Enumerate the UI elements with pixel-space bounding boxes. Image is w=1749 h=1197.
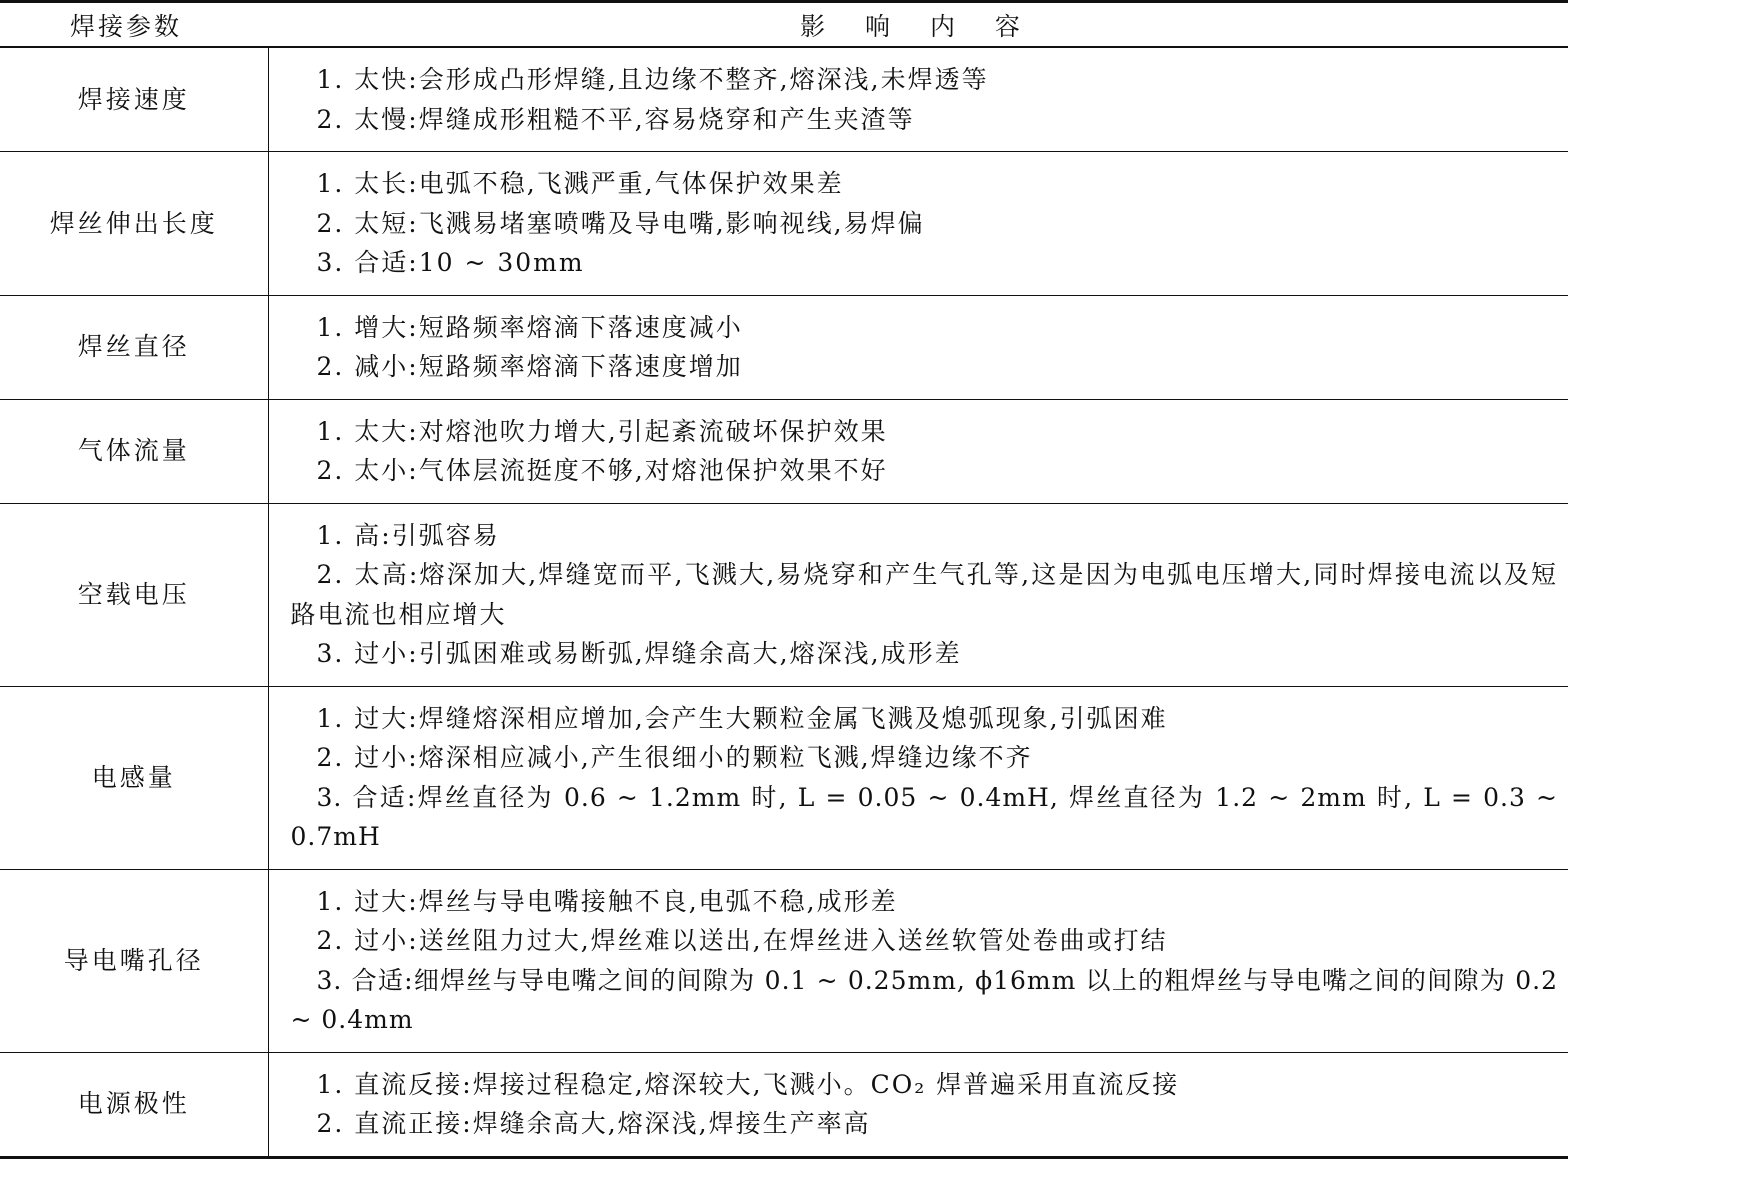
- table-body: [0, 47, 1568, 1157]
- table-row-wire-diameter: [0, 295, 1568, 399]
- table-row-gas-flow: [0, 399, 1568, 503]
- param-cell: 焊丝伸出长度: [0, 152, 268, 296]
- effect-line: 1. 高:引弧容易: [316, 520, 500, 550]
- param-cell: 焊丝直径: [0, 295, 268, 399]
- effect-cell: [268, 869, 1568, 1052]
- effect-line: 1. 太大:对熔池吹力增大,引起紊流破坏保护效果: [316, 416, 888, 446]
- effect-line: 1. 增大:短路频率熔滴下落速度减小: [316, 312, 743, 342]
- effect-cell: [268, 1052, 1568, 1157]
- effect-cell: [268, 503, 1568, 686]
- effect-line: 1. 太快:会形成凸形焊缝,且边缘不整齐,熔深浅,未焊透等: [316, 65, 989, 94]
- effect-line: 1. 太长:电弧不稳,飞溅严重,气体保护效果差: [316, 169, 844, 198]
- table-row-welding-speed: [0, 47, 1568, 152]
- effect-line: 2. 太高:熔深加大,焊缝宽而平,飞溅大,易烧穿和产生气孔等,这是因为电弧电压增大,同时焊接电流以及短路电流也相应增大: [290, 560, 1558, 629]
- param-cell: 电源极性: [0, 1052, 268, 1157]
- effect-line: 3. 合适:细焊丝与导电嘴之间的间隙为 0.1 ~ 0.25mm, ϕ16mm 以上的粗焊丝与导电嘴之间的间隙为 0.2 ~ 0.4mm: [290, 965, 1558, 1034]
- table-header: [0, 2, 1568, 48]
- header-effect: 影 响 内 容: [268, 2, 1568, 48]
- header-parameter: 焊接参数: [0, 2, 268, 48]
- effect-line: 2. 太小:气体层流挺度不够,对熔池保护效果不好: [316, 456, 888, 485]
- effect-line: 2. 太短:飞溅易堵塞喷嘴及导电嘴,影响视线,易焊偏: [316, 208, 925, 238]
- effect-line: 2. 过小:送丝阻力过大,焊丝难以送出,在焊丝进入送丝软管处卷曲或打结: [316, 926, 1168, 955]
- header-row: [0, 2, 1568, 48]
- param-cell: 气体流量: [0, 399, 268, 503]
- table-row-open-circuit-voltage: [0, 503, 1568, 686]
- effect-line: 1. 直流反接:焊接过程稳定,熔深较大,飞溅小。CO₂ 焊普遍采用直流反接: [316, 1069, 1180, 1099]
- effect-line: 2. 过小:熔深相应减小,产生很细小的颗粒飞溅,焊缝边缘不齐: [316, 743, 1033, 772]
- effect-line: 3. 过小:引弧困难或易断弧,焊缝余高大,熔深浅,成形差: [316, 639, 962, 668]
- effect-line: 1. 过大:焊丝与导电嘴接触不良,电弧不稳,成形差: [316, 886, 898, 916]
- effect-line: 2. 减小:短路频率熔滴下落速度增加: [316, 352, 743, 381]
- effect-cell: [268, 399, 1568, 503]
- table-row-wire-stickout: [0, 152, 1568, 296]
- effect-line: 1. 过大:焊缝熔深相应增加,会产生大颗粒金属飞溅及熄弧现象,引弧困难: [316, 703, 1168, 733]
- effect-line: 3. 合适:焊丝直径为 0.6 ~ 1.2mm 时, L = 0.05 ~ 0.4mH, 焊丝直径为 1.2 ~ 2mm 时, L = 0.3 ~ 0.7mH: [290, 782, 1558, 851]
- effect-cell: [268, 47, 1568, 152]
- table-row-inductance: [0, 686, 1568, 869]
- effect-line: 2. 太慢:焊缝成形粗糙不平,容易烧穿和产生夹渣等: [316, 104, 915, 134]
- effect-line: 2. 直流正接:焊缝余高大,熔深浅,焊接生产率高: [316, 1109, 871, 1138]
- param-cell: 电感量: [0, 686, 268, 869]
- table-row-contact-tip-bore: [0, 869, 1568, 1052]
- effect-line: 3. 合适:10 ~ 30mm: [316, 248, 585, 277]
- effect-cell: [268, 295, 1568, 399]
- effect-cell: [268, 686, 1568, 869]
- param-cell: 导电嘴孔径: [0, 869, 268, 1052]
- param-cell: 空载电压: [0, 503, 268, 686]
- effect-cell: [268, 152, 1568, 296]
- table-row-power-polarity: [0, 1052, 1568, 1157]
- param-cell: 焊接速度: [0, 47, 268, 152]
